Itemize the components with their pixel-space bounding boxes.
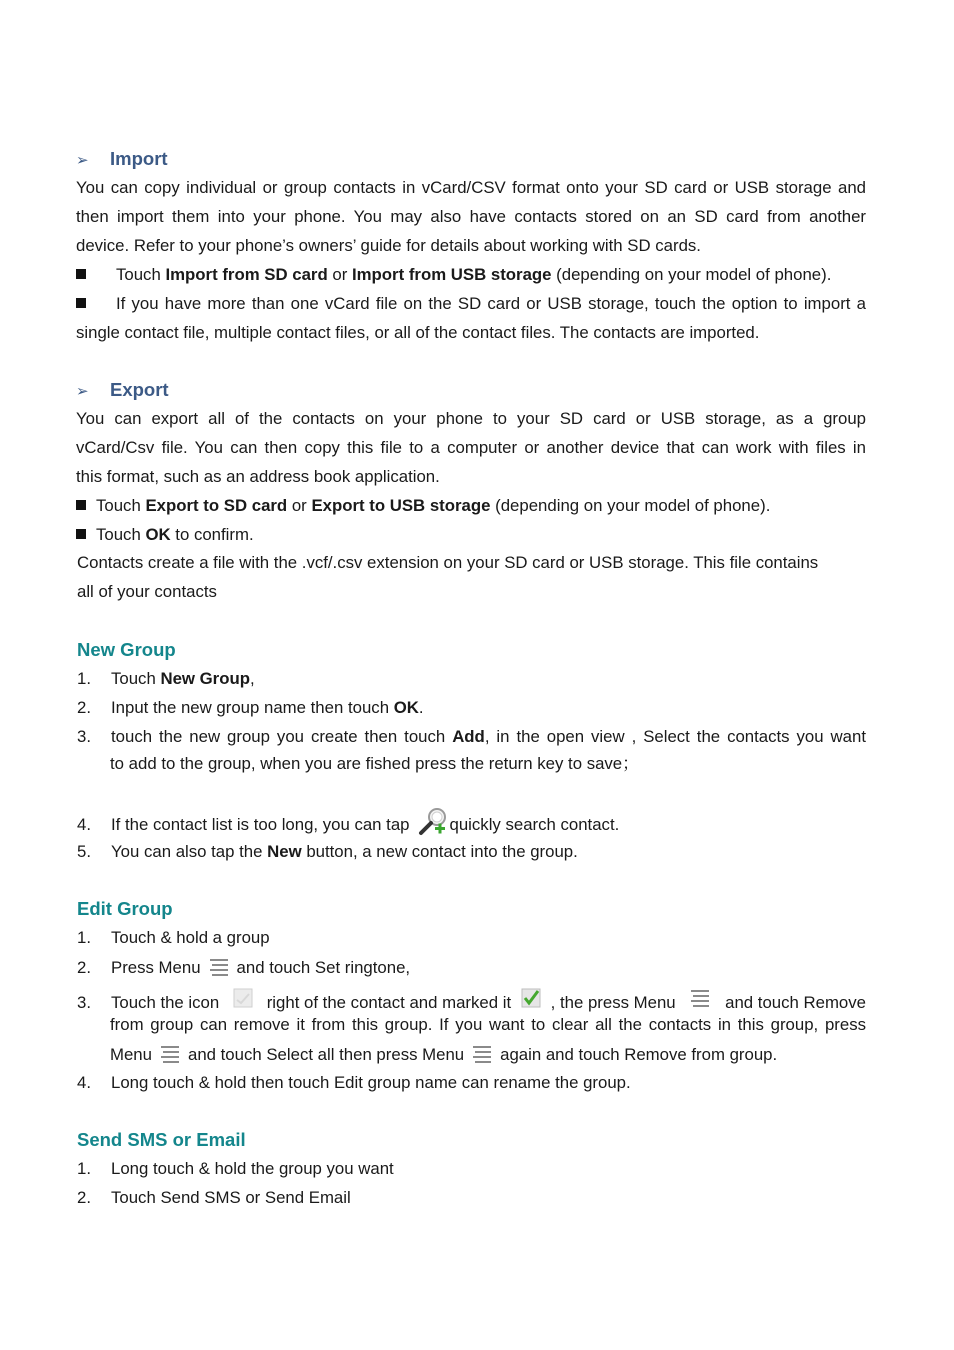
new-group-item-3-line-1: 3. touch the new group you create then touch Add, in the open view , Select the contacts you want [77,727,866,746]
new-group-heading: New Group [77,639,176,660]
export-paragraph-line-5: all of your contacts [77,582,217,601]
checkbox-empty-icon[interactable] [232,988,254,1008]
menu-icon [207,957,231,977]
export-paragraph-line-2: vCard/Csv file. You can then copy this file to a computer or another device that can work with files in [76,438,866,457]
new-group-item-2: 2. Input the new group name then touch OK. [77,698,424,717]
search-add-icon [418,806,450,836]
menu-icon [688,988,712,1008]
export-bullet-2: Touch OK to confirm. [76,525,866,545]
edit-group-item-3-line-3: Menu and touch Select all then press Menu again and touch Remove from group. [110,1045,778,1064]
edit-group-item-4: 4. Long touch & hold then touch Edit group name can rename the group. [77,1073,631,1092]
import-paragraph-line-1: You can copy individual or group contacts in vCard/CSV format onto your SD card or USB storage and [76,178,866,197]
send-sms-email-heading: Send SMS or Email [77,1129,246,1150]
new-group-item-3-line-2: to add to the group, when you are fished press the return key to save； [110,754,639,773]
checkbox-checked-icon[interactable] [520,988,542,1008]
edit-group-item-2: 2. Press Menu and touch Set ringtone, [77,958,411,977]
import-heading: ➢ Import [76,148,168,169]
menu-icon [470,1044,494,1064]
arrow-bullet-icon: ➢ [76,383,89,400]
square-bullet-icon [76,269,86,279]
edit-group-item-3-line-1: 3. Touch the icon right of the contact and marked it , the press Menu and touch Remove [77,988,866,1013]
new-group-item-5: 5. You can also tap the New button, a new contact into the group. [77,842,578,861]
import-paragraph-line-3: device. Refer to your phone’s owners’ guide for details about working with SD cards. [76,236,701,255]
square-bullet-icon [76,529,86,539]
import-paragraph-line-2: then import them into your phone. You may also have contacts stored on an SD card from another [76,207,866,226]
square-bullet-icon [76,298,86,308]
edit-group-item-1: 1. Touch & hold a group [77,928,270,947]
export-bullet-1: Touch Export to SD card or Export to USB storage (depending on your model of phone). [76,496,866,516]
edit-group-item-3-line-2: from group can remove it from this group. If you want to clear all the contacts in this group, press [110,1015,866,1034]
edit-group-heading: Edit Group [77,898,173,919]
export-paragraph-line-1: You can export all of the contacts on your phone to your SD card or USB storage, as a group [76,409,866,428]
new-group-item-4: 4. If the contact list is too long, you can tap quickly search contact. [77,806,867,836]
import-bullet-2-line-1: If you have more than one vCard file on the SD card or USB storage, touch the option to import a [76,294,866,314]
import-bullet-2-line-2: single contact file, multiple contact files, or all of the contact files. The contacts are imported. [76,323,760,342]
send-item-1: 1. Long touch & hold the group you want [77,1159,394,1178]
menu-icon [158,1044,182,1064]
export-paragraph-line-4: Contacts create a file with the .vcf/.csv extension on your SD card or USB storage. This file contains [77,553,819,572]
arrow-bullet-icon: ➢ [76,152,89,169]
export-heading: ➢ Export [76,379,169,400]
new-group-item-1: 1. Touch New Group, [77,669,255,688]
export-paragraph-line-3: this format, such as an address book application. [76,467,440,486]
square-bullet-icon [76,500,86,510]
import-bullet-1: Touch Import from SD card or Import from USB storage (depending on your model of phone). [76,265,866,285]
send-item-2: 2. Touch Send SMS or Send Email [77,1188,351,1207]
